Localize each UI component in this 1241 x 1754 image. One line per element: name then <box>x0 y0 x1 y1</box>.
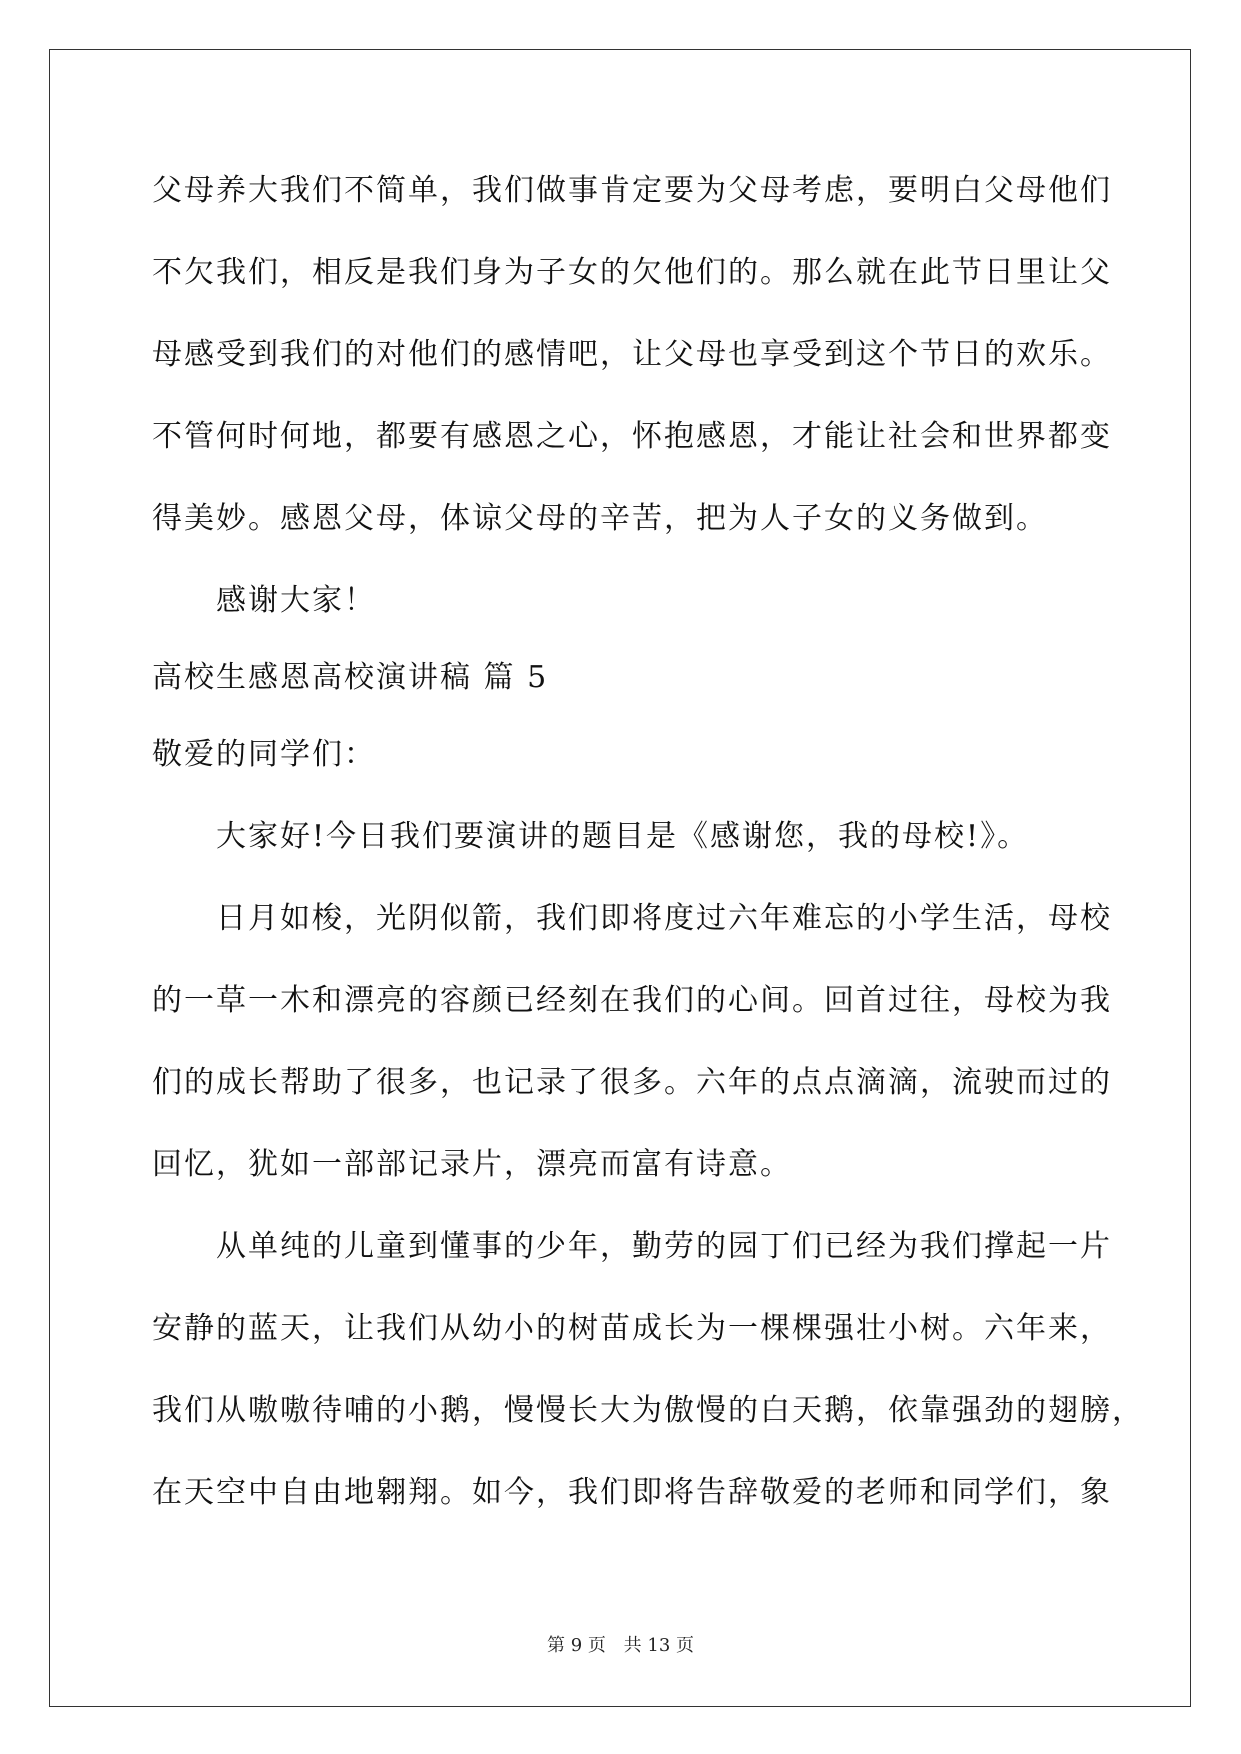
text-line: 在天空中自由地翱翔。如今，我们即将告辞敬爱的老师和同学们，象 <box>152 1475 1112 1510</box>
text-line: 从单纯的儿童到懂事的少年，勤劳的园丁们已经为我们撑起一片 <box>216 1229 1112 1264</box>
text-line: 回忆，犹如一部部记录片，漂亮而富有诗意。 <box>152 1147 792 1182</box>
text-line: 安静的蓝天，让我们从幼小的树苗成长为一棵棵强壮小树。六年来， <box>152 1311 1112 1346</box>
text-line: 日月如梭，光阴似箭，我们即将度过六年难忘的小学生活，母校 <box>216 901 1112 936</box>
text-line: 大家好!今日我们要演讲的题目是《感谢您，我的母校!》。 <box>216 819 1030 854</box>
closing-line: 感谢大家！ <box>216 583 376 618</box>
text-line: 母感受到我们的对他们的感情吧，让父母也享受到这个节日的欢乐。 <box>152 337 1112 372</box>
salutation: 敬爱的同学们： <box>152 737 376 772</box>
section-heading: 高校生感恩高校演讲稿 篇 5 <box>152 660 549 695</box>
text-line: 的一草一木和漂亮的容颜已经刻在我们的心间。回首过往，母校为我 <box>152 983 1112 1018</box>
text-line: 父母养大我们不简单，我们做事肯定要为父母考虑，要明白父母他们 <box>152 173 1112 208</box>
text-line: 不管何时何地，都要有感恩之心，怀抱感恩，才能让社会和世界都变 <box>152 419 1112 454</box>
page-number: 第 9 页 <box>547 1635 606 1656</box>
document-body <box>152 150 1144 1534</box>
text-line: 们的成长帮助了很多，也记录了很多。六年的点点滴滴，流驶而过的 <box>152 1065 1112 1100</box>
text-line: 不欠我们，相反是我们身为子女的欠他们的。那么就在此节日里让父 <box>152 255 1112 290</box>
text-line: 得美妙。感恩父母，体谅父母的辛苦，把为人子女的义务做到。 <box>152 501 1048 536</box>
page-total: 共 13 页 <box>623 1635 694 1656</box>
text-line: 我们从嗷嗷待哺的小鹅，慢慢长大为傲慢的白天鹅，依靠强劲的翅膀， <box>152 1393 1144 1428</box>
page-footer <box>0 1631 1241 1657</box>
